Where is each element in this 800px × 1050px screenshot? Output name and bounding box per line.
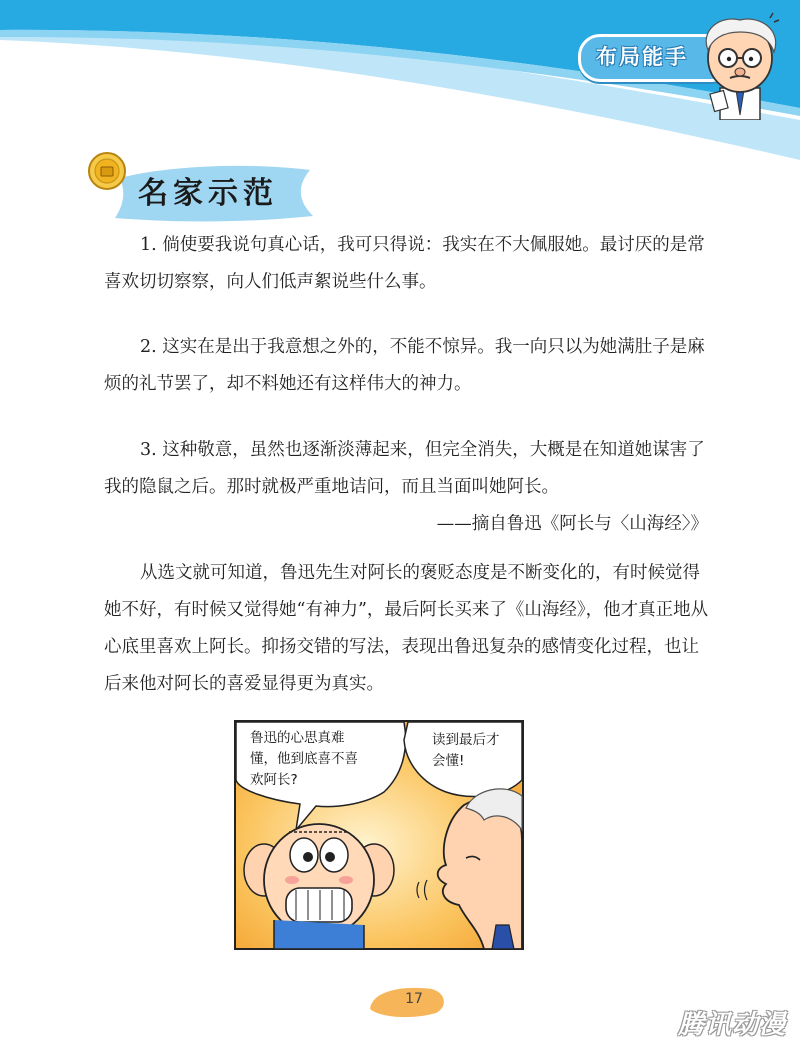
right-bubble-line-2: 会懂! bbox=[432, 753, 465, 769]
left-bubble bbox=[250, 728, 358, 791]
right-bubble-line-1: 读到最后才 bbox=[432, 732, 500, 748]
quote-3 bbox=[104, 432, 714, 506]
watermark: 腾讯动漫 bbox=[677, 1010, 786, 1040]
quote-1-text: 1. 倘使要我说句真心话，我可只得说：我实在不大佩服她。最讨厌的是常喜欢切切察察，向人们低声絮说些什么事。 bbox=[104, 235, 705, 292]
analysis-paragraph bbox=[104, 555, 716, 703]
section-title: 名家示范 bbox=[138, 176, 278, 211]
right-bubble bbox=[432, 730, 500, 772]
gold-coin-icon bbox=[86, 150, 128, 192]
page-number: 17 bbox=[405, 991, 423, 1007]
left-bubble-line-1: 鲁迅的心思真难 bbox=[250, 730, 345, 746]
header-tab-label: 布局能手 bbox=[596, 45, 688, 69]
quote-2 bbox=[104, 329, 714, 403]
quote-2-text: 2. 这实在是出于我意想之外的，不能不惊异。我一向只以为她满肚子是麻烦的礼节罢了，却不料她还有这样伟大的神力。 bbox=[104, 337, 705, 394]
analysis-text: 从选文就可知道，鲁迅先生对阿长的褒贬态度是不断变化的，有时候觉得她不好，有时候又觉得她“有神力”，最后阿长买来了《山海经》，他才真正地从心底里喜欢上阿长。抑扬交错的写法，表现出鲁迅复杂的感情变化过程，也让后来他对阿长的喜爱显得更为真实。 bbox=[104, 563, 709, 694]
quote-1 bbox=[104, 227, 714, 301]
quote-3-text: 3. 这种敬意，虽然也逐渐淡薄起来，但完全消失，大概是在知道她谋害了我的隐鼠之后。那时就极严重地诘问，而且当面叫她阿长。 bbox=[104, 440, 705, 497]
header-swoosh bbox=[0, 0, 800, 170]
left-bubble-line-2: 懂，他到底喜不喜 bbox=[250, 751, 358, 767]
left-bubble-line-3: 欢阿长? bbox=[250, 772, 298, 788]
citation: ——摘自鲁迅《阿长与〈山海经〉》 bbox=[436, 514, 708, 534]
professor-mascot-icon bbox=[690, 10, 790, 120]
